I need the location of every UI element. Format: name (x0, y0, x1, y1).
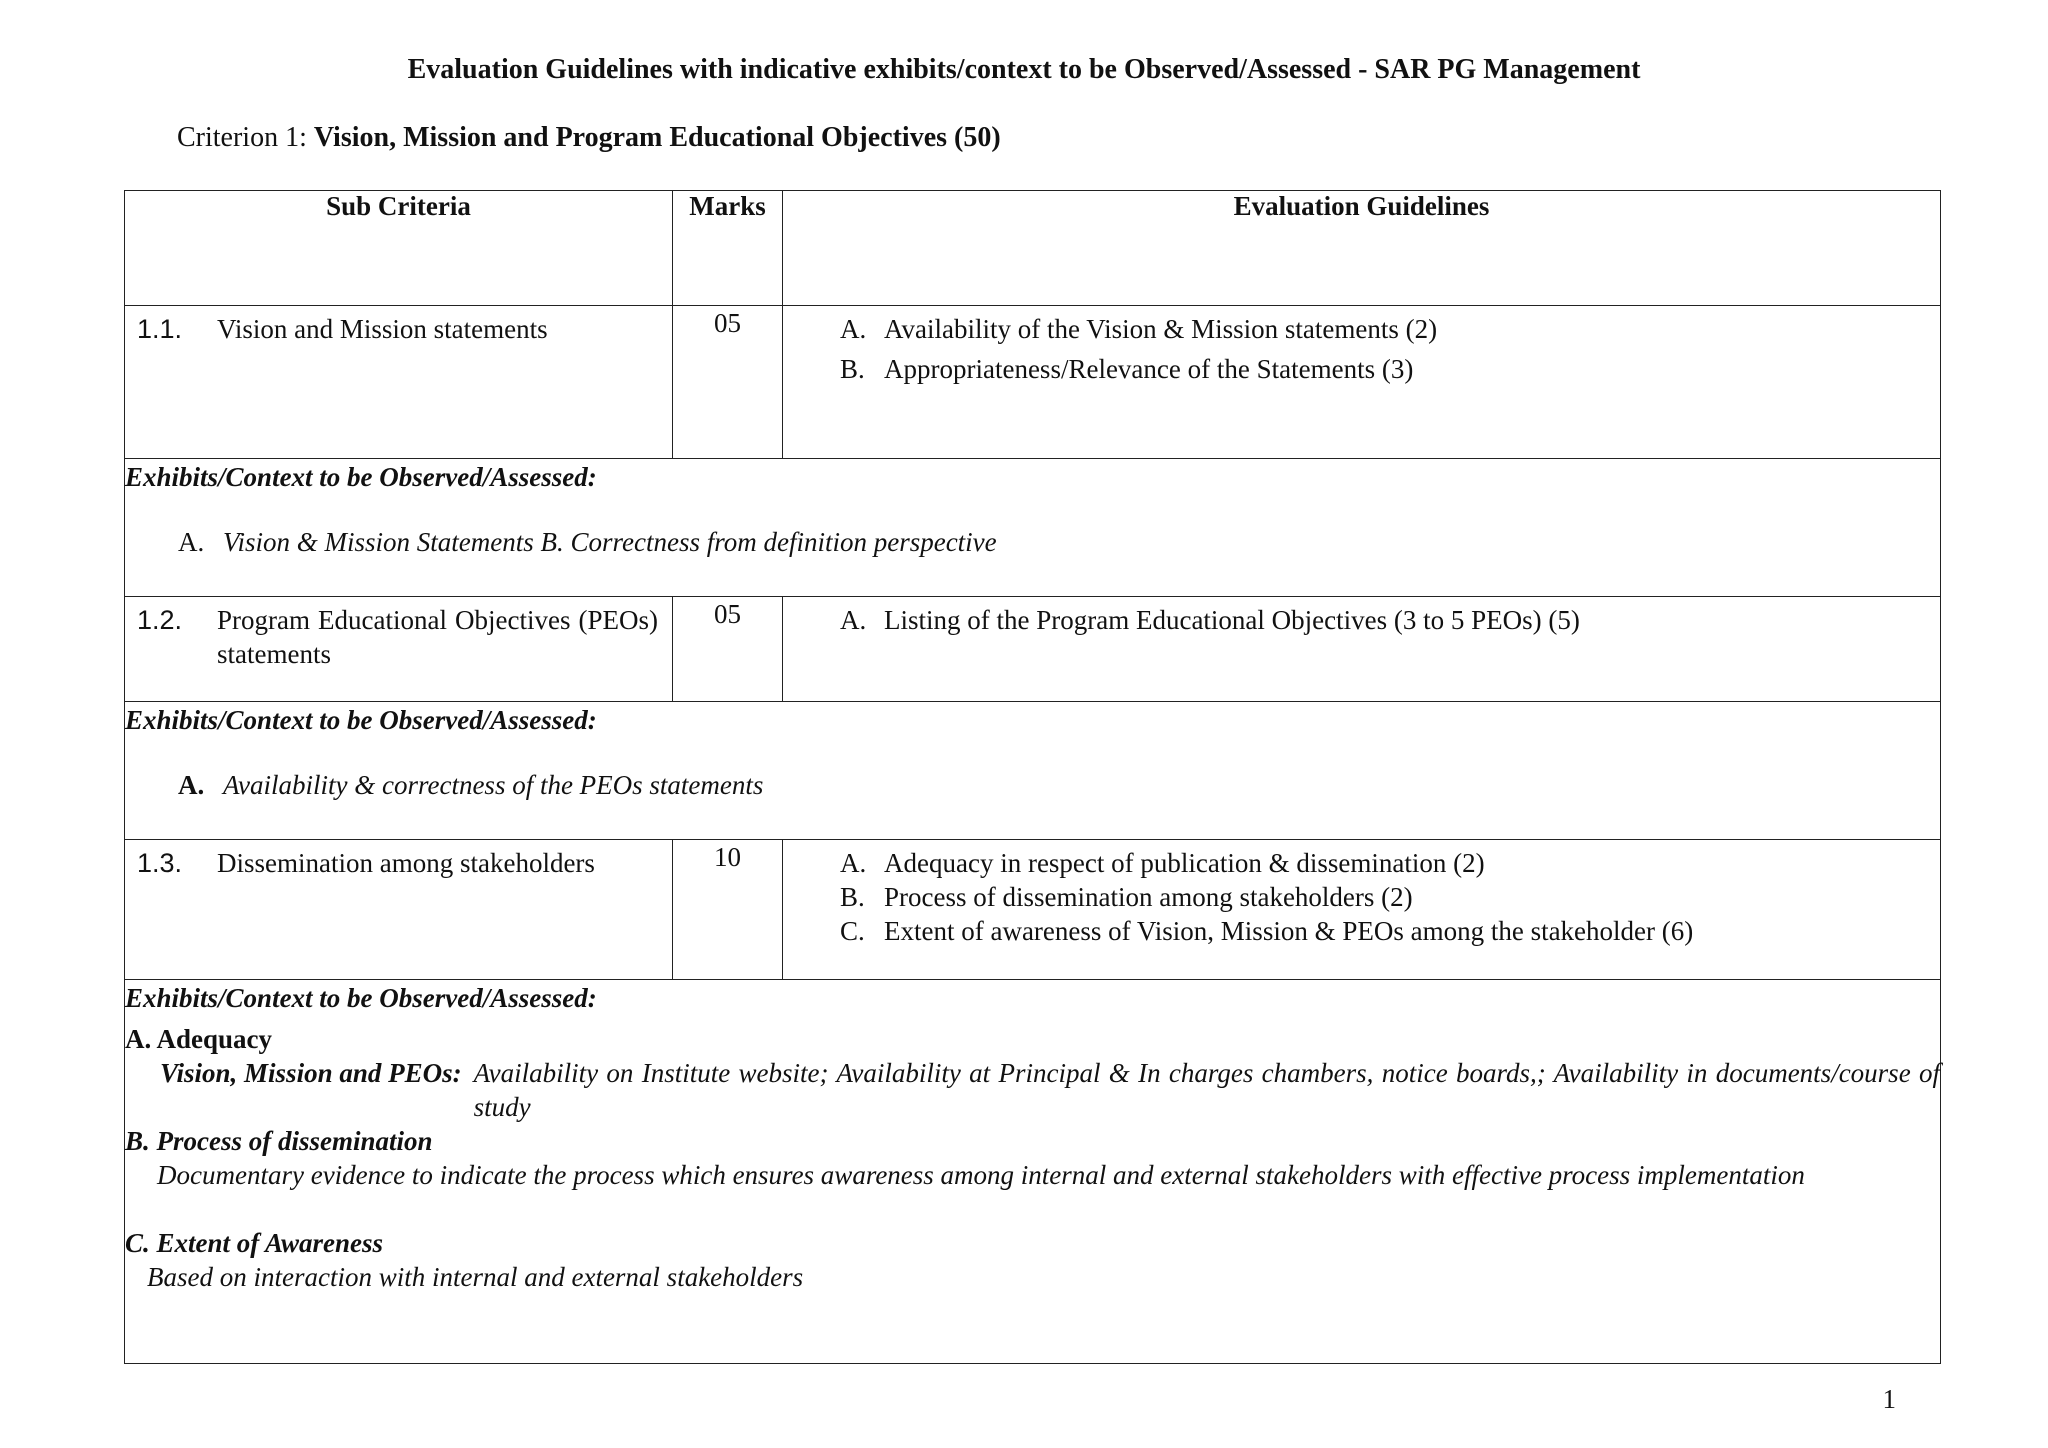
sub-criterion-number: 1.3. (137, 848, 183, 878)
exhibits-cell (125, 702, 1941, 840)
item-text: Process of dissemination among stakeholders (2) (884, 882, 1413, 912)
list-item (840, 312, 1940, 346)
exhibit-text: Vision & Mission Statements B. Correctness from definition perspective (223, 527, 997, 557)
list-item (840, 914, 1940, 948)
sub-criterion-cell (125, 597, 673, 702)
exhibit-item (125, 768, 1940, 802)
guidelines-cell (783, 840, 1941, 980)
list-item (840, 352, 1940, 386)
guidelines-list (783, 846, 1940, 948)
list-item (840, 846, 1940, 880)
table-row (125, 597, 1941, 702)
table-header-row (125, 191, 1941, 306)
exhibits-heading: Exhibits/Context to be Observed/Assessed: (125, 983, 597, 1013)
awareness-heading: C. Extent of Awareness (125, 1228, 384, 1258)
exhibits-row (125, 459, 1941, 597)
item-letter: C. (840, 916, 865, 946)
page-title: Evaluation Guidelines with indicative exhibits/context to be Observed/Assessed - SAR PG Management (407, 54, 1641, 85)
exhibit-item (125, 525, 1940, 559)
exhibits-cell (125, 980, 1941, 1364)
marks-cell: 10 (673, 840, 783, 980)
sub-criterion-number: 1.1. (137, 314, 183, 344)
header-sub-criteria: Sub Criteria (125, 191, 673, 306)
header-marks: Marks (673, 191, 783, 306)
exhibit-details (125, 1022, 1940, 1294)
awareness-text: Based on interaction with internal and external stakeholders (147, 1262, 804, 1292)
item-letter: B. (840, 354, 865, 384)
criterion-prefix: Criterion 1: (177, 122, 314, 153)
sub-criterion-text: Vision and Mission statements (217, 314, 548, 344)
item-text: Adequacy in respect of publication & dissemination (2) (884, 848, 1485, 878)
item-text: Availability of the Vision & Mission statements (2) (884, 314, 1438, 344)
sub-criterion-cell (125, 306, 673, 459)
header-evaluation-guidelines: Evaluation Guidelines (783, 191, 1941, 306)
vision-mission-peos-entry (125, 1056, 1940, 1124)
marks-cell: 05 (673, 306, 783, 459)
sub-criterion-number: 1.2. (137, 605, 183, 635)
process-heading: B. Process of dissemination (125, 1126, 433, 1156)
vision-mission-peos-label: Vision, Mission and PEOs: (160, 1058, 462, 1088)
item-letter: A. (840, 605, 867, 635)
item-letter: B. (840, 882, 865, 912)
guidelines-list (783, 312, 1940, 386)
adequacy-heading: A. Adequacy (125, 1024, 273, 1054)
guidelines-list (783, 603, 1940, 637)
exhibits-heading: Exhibits/Context to be Observed/Assessed: (125, 462, 597, 492)
criterion-title: Vision, Mission and Program Educational Objectives (50) (313, 122, 1001, 153)
exhibit-letter: A. (178, 770, 205, 800)
sub-criterion-text: Dissemination among stakeholders (217, 848, 595, 878)
sub-criterion-text: Program Educational Objectives (PEOs) statements (217, 605, 658, 669)
item-text: Listing of the Program Educational Objectives (3 to 5 PEOs) (5) (884, 605, 1580, 635)
exhibits-cell (125, 459, 1941, 597)
item-letter: A. (840, 848, 867, 878)
criterion-heading (177, 120, 1001, 156)
evaluation-table (124, 190, 1941, 1364)
marks-cell: 05 (673, 597, 783, 702)
exhibit-letter: A. (178, 527, 205, 557)
item-text: Extent of awareness of Vision, Mission & PEOs among the stakeholder (6) (884, 916, 1694, 946)
item-letter: A. (840, 314, 867, 344)
exhibits-row (125, 980, 1941, 1364)
guidelines-cell (783, 597, 1941, 702)
item-text: Appropriateness/Relevance of the Statements (3) (884, 354, 1414, 384)
vision-mission-peos-text: Availability on Institute website; Availability at Principal & In charges chambers, notice boards,; Availability in documents/course of study (473, 1058, 1940, 1122)
exhibits-heading: Exhibits/Context to be Observed/Assessed: (125, 705, 597, 735)
exhibit-text: Availability & correctness of the PEOs statements (223, 770, 764, 800)
sub-criterion-cell (125, 840, 673, 980)
list-item (840, 880, 1940, 914)
table-row (125, 840, 1941, 980)
list-item (840, 603, 1940, 637)
table-row (125, 306, 1941, 459)
exhibits-row (125, 702, 1941, 840)
page-number: 1 (1882, 1384, 1896, 1414)
guidelines-cell (783, 306, 1941, 459)
process-text: Documentary evidence to indicate the process which ensures awareness among internal and external stakeholders with effective process implementation (157, 1160, 1805, 1190)
